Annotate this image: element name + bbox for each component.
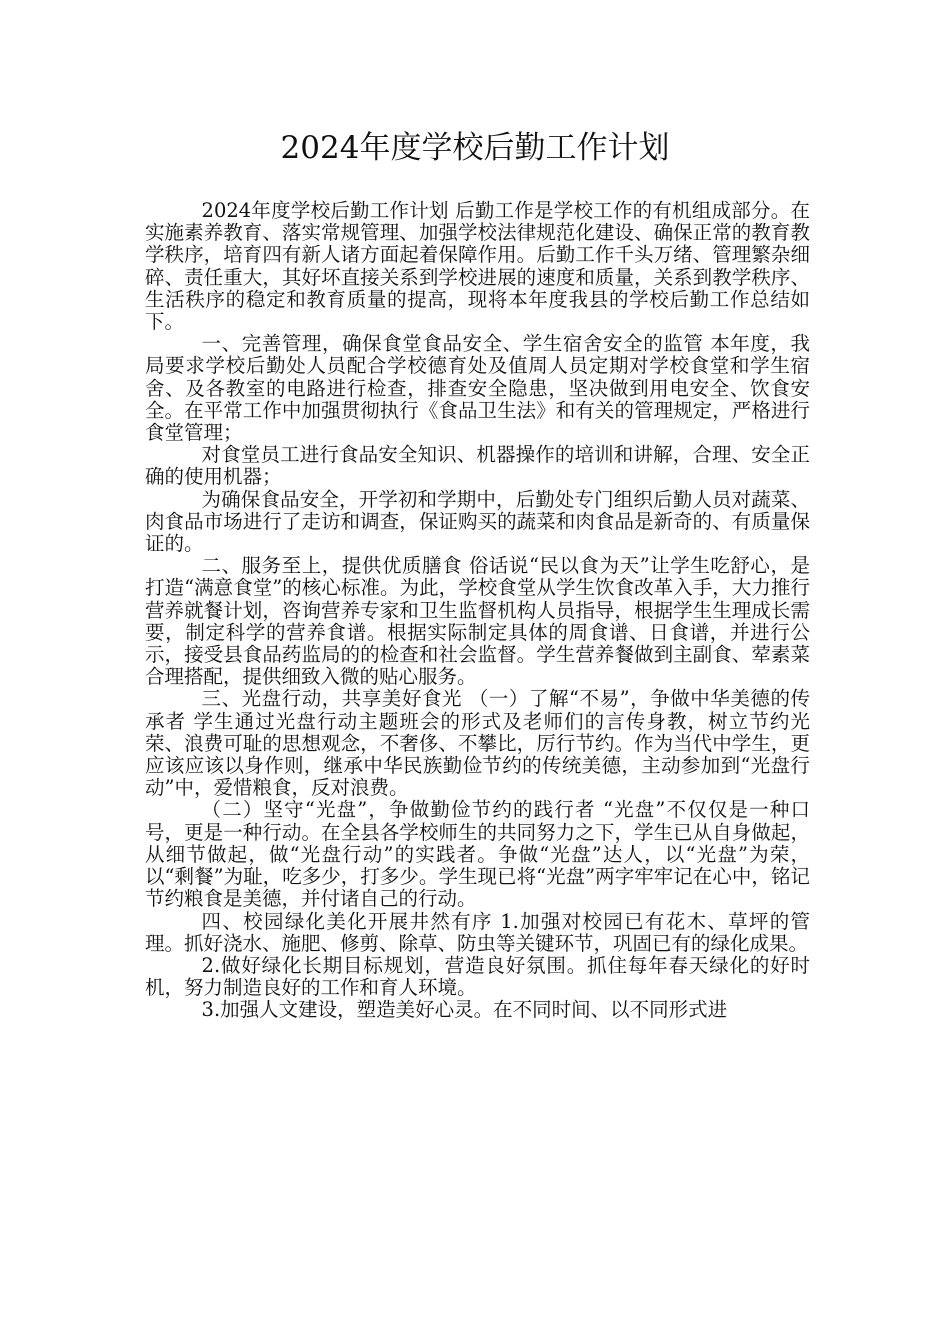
document-title: 2024年度学校后勤工作计划 — [280, 130, 670, 166]
paragraph-section-2: 二、服务至上，提供优质膳食 俗话说“民以食为天”让学生吃舒心，是打造“满意食堂”的核心标准。为此，学校食堂从学生饮食改革入手，大力推行营养就餐计划，咨询营养专家和卫生监督机构人员指导，根据学生生理成长需要，制定科学的营养食谱。根据实际制定具体的周食谱、日食谱，并进行公示，接受县食品药监局的的检查和社会监督。学生营养餐做到主副食、荤素菜合理搭配，提供细致入微的贴心服务。 — [145, 554, 810, 689]
paragraph-section-4: 四、校园绿化美化开展井然有序 1.加强对校园已有花木、草坪的管理。抓好浇水、施肥、修剪、除草、防虫等关键环节，巩固已有的绿化成果。 — [145, 909, 810, 955]
paragraph-section-1: 一、完善管理，确保食堂食品安全、学生宿舍安全的监管 本年度，我局要求学校后勤处人员配合学校德育处及值周人员定期对学校食堂和学生宿舍、及各教室的电路进行检查，排查安全隐患，坚决做到用电安全、饮食安全。在平常工作中加强贯彻执行《食品卫生法》和有关的管理规定，严格进行食堂管理； — [145, 332, 810, 445]
paragraph-food-safety: 为确保食品安全，开学初和学期中，后勤处专门组织后勤人员对蔬菜、肉食品市场进行了走访和调查，保证购买的蔬菜和肉食品是新奇的、有质量保证的。 — [145, 487, 810, 556]
document-body — [145, 200, 810, 1022]
paragraph-staff-training: 对食堂员工进行食品安全知识、机器操作的培训和讲解，合理、安全正确的使用机器； — [145, 443, 810, 489]
paragraph-section-3-2: （二）坚守“光盘”，争做勤俭节约的践行者 “光盘”不仅仅是一种口号，更是一种行动。在全县各学校师生的共同努力之下，学生已从自身做起，从细节做起，做“光盘行动”的实践者。争做“光盘”达人，以“光盘”为荣，以“剩餐”为耻，吃多少，打多少。学生现已将“光盘”两字牢牢记在心中，铭记节约粮食是美德，并付诸自己的行动。 — [145, 798, 810, 911]
paragraph-section-3: 三、光盘行动，共享美好食光 （一）了解“不易”，争做中华美德的传承者 学生通过光盘行动主题班会的形式及老师们的言传身教，树立节约光荣、浪费可耻的思想观念，不奢侈、不攀比，厉行节约。作为当代中学生，更应该应该以身作则，继承中华民族勤俭节约的传统美德，主动参加到“光盘行动”中，爱惜粮食，反对浪费。 — [145, 687, 810, 800]
paragraph-section-4-3: 3.加强人文建设，塑造美好心灵。在不同时间、以不同形式进 — [201, 998, 728, 1022]
paragraph-section-4-2: 2.做好绿化长期目标规划，营造良好氛围。抓住每年春天绿化的好时机，努力制造良好的工作和育人环境。 — [145, 953, 810, 1000]
paragraph-intro: 2024年度学校后勤工作计划 后勤工作是学校工作的有机组成部分。在实施素养教育、落实常规管理、加强学校法律规范化建设、确保正常的教育教学秩序，培育四有新人诸方面起着保障作用。后勤工作千头万绪、管理繁杂细碎、责任重大，其好坏直接关系到学校进展的速度和质量，关系到教学秩序、生活秩序的稳定和教育质量的提高，现将本年度我县的学校后勤工作总结如下。 — [145, 199, 810, 334]
